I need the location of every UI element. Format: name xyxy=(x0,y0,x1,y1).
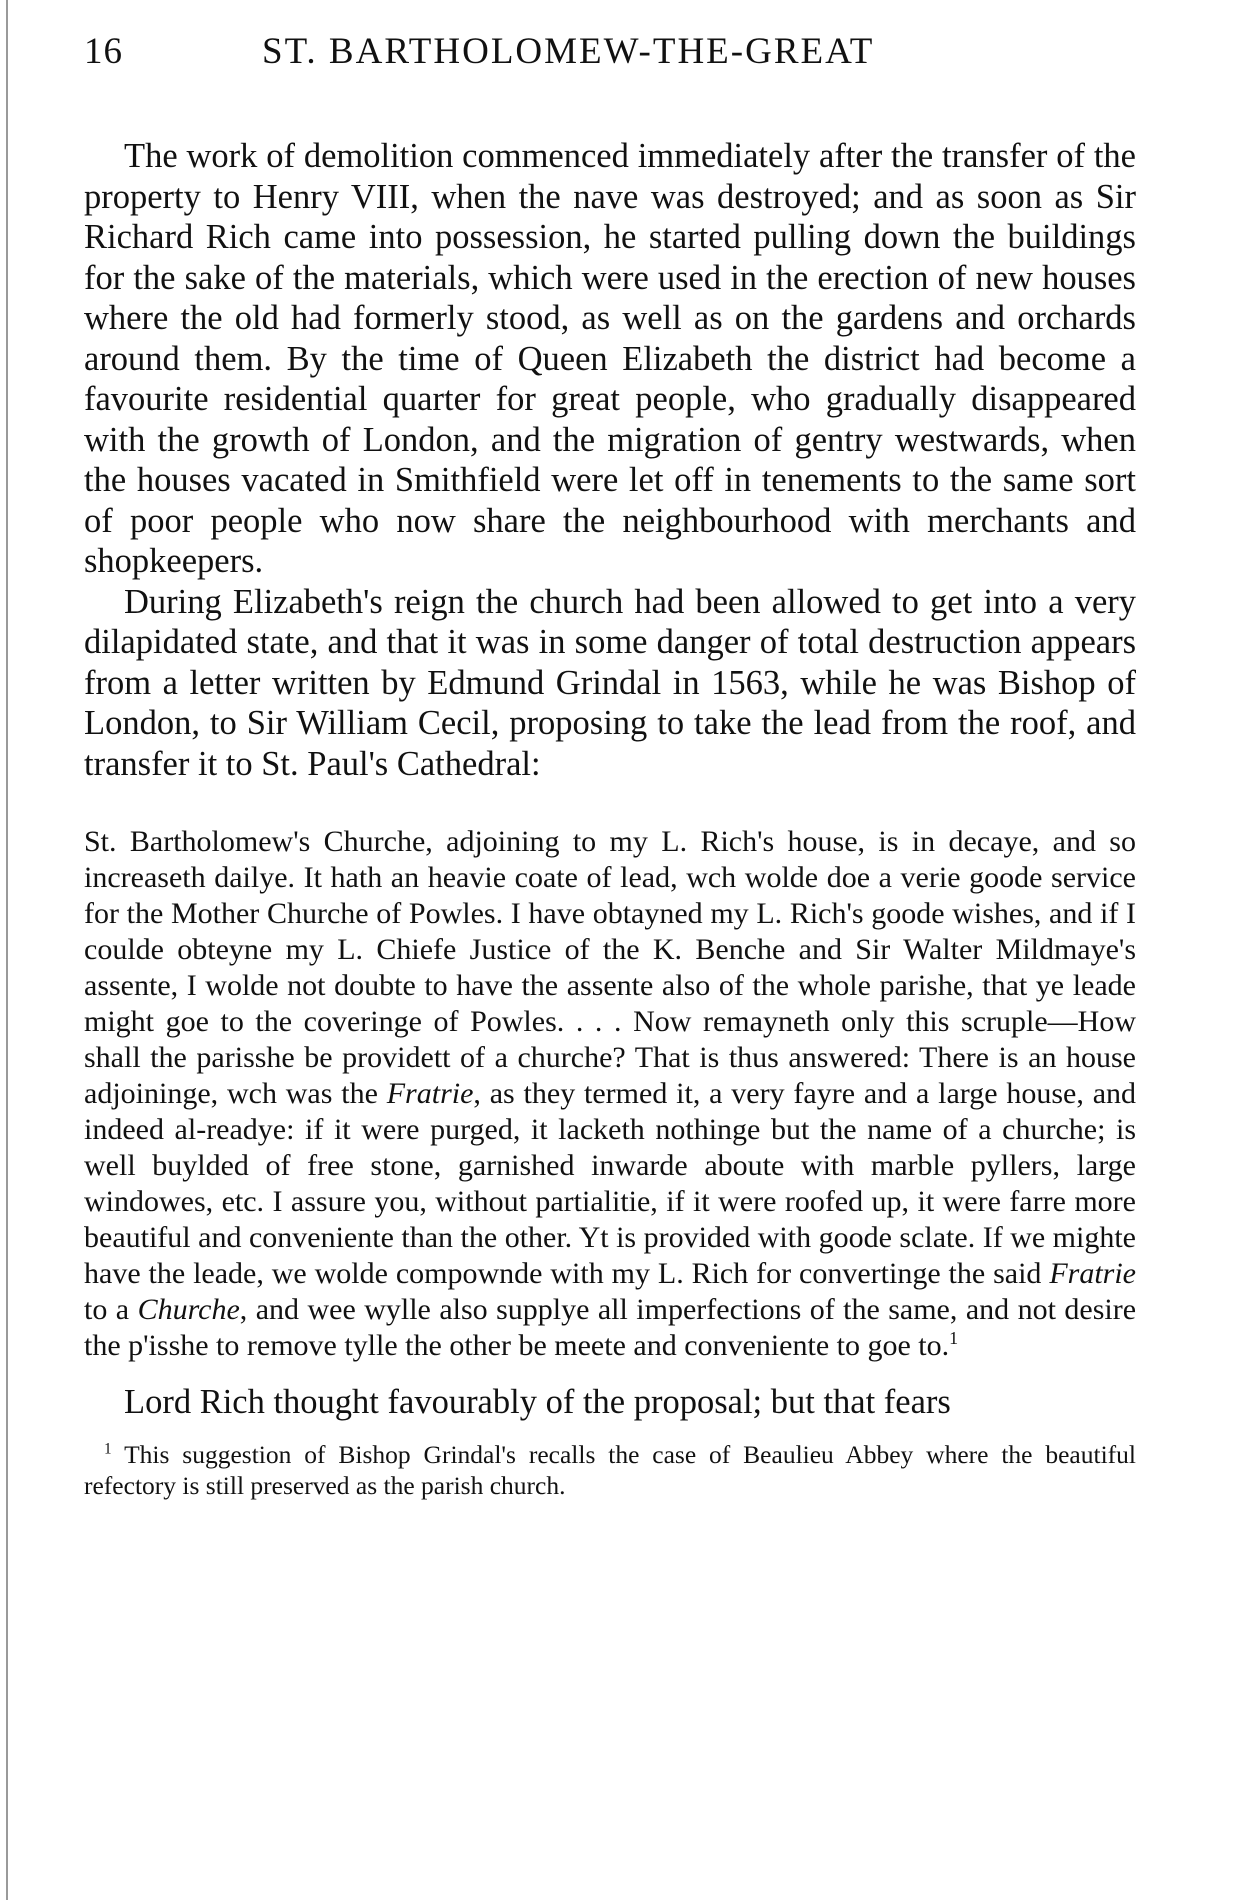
paragraph-demolition: The work of demolition commenced immediately after the transfer of the property to Henry VIII, when the nave was destroyed; and as soon as Sir Richard Rich came into possession, he started pulling down the buildings for the sake of the materials, which were used in the erection of new houses where the old had formerly stood, as well as on the gardens and orchards around them. By the time of Queen Elizabeth the district had become a favourite residential quarter for great people, who gradually disappeared with the growth of London, and the migration of gentry westwards, when the houses vacated in Smithfield were let off in tenements to the same sort of poor people who now share the neighbourhood with merchants and shopkeepers. xyxy=(84,137,1136,580)
quote-text-2: , as they termed it, a very fayre and a large house, and indeed al-readye: if it were purged, it lacketh nothinge but the name of a churche; is well buylded of free stone, garnished inwarde aboute with marble pyllers, large windowes, etc. I assure you, without partialitie, if it were roofed up, it were farre more beautiful and conveniente than the other. Yt is provided with goode sclate. If we mighte have the leade, we wolde compownde with my L. Rich for convertinge the said xyxy=(84,1077,1137,1290)
footnote-reference: 1 xyxy=(949,1328,959,1348)
quote-text-3: to a xyxy=(84,1293,138,1326)
quote-text-1: St. Bartholomew's Churche, adjoining to my L. Rich's house, is in decaye, and so increaseth dailye. It hath an heavie coate of lead, wch wolde doe a verie goode service for the Mother Churche of Powles. I have obtayned my L. Rich's goode wishes, and if I coulde obteyne my L. Chiefe Justice of the K. Benche and Sir Walter Mildmaye's assente, I wolde not doubte to have the assente also of the whole parishe, that ye leade might goe to the coveringe of Powles. . . . Now remayneth only this scruple—How shall the parisshe be providett of a churche? That is thus answered: There is an house adjoininge, wch was the xyxy=(84,825,1136,1110)
page-edge-line xyxy=(6,0,8,1900)
quote-italic-fratrie-1: Fratrie xyxy=(386,1077,474,1110)
running-title: ST. BARTHOLOMEW-THE-GREAT xyxy=(262,31,875,72)
grindal-letter-quote xyxy=(84,824,1136,1364)
quote-italic-churche: Churche xyxy=(137,1293,240,1326)
quote-italic-fratrie-2: Fratrie xyxy=(1049,1257,1136,1290)
page-header xyxy=(84,30,1136,78)
book-page xyxy=(84,30,1136,1526)
footnote-marker: 1 xyxy=(104,1440,112,1457)
footnote xyxy=(84,1439,1136,1501)
paragraph-elizabeth-reign: During Elizabeth's reign the church had been allowed to get into a very dilapidated state, and that it was in some danger of total destruction appears from a letter written by Edmund Grindal in 1563, while he was Bishop of London, to Sir William Cecil, proposing to take the lead from the roof, and transfer it to St. Paul's Cathedral: xyxy=(84,582,1136,783)
paragraph-lord-rich: Lord Rich thought favourably of the proposal; but that fears xyxy=(124,1383,951,1421)
quote-text-4: , and wee wylle also supplye all imperfections of the same, and not desire the p'isshe to remove tylle the other be meete and conveniente to goe to. xyxy=(84,1293,1137,1362)
footnote-text: This suggestion of Bishop Grindal's recalls the case of Beaulieu Abbey where the beautiful refectory is still preserved as the parish church. xyxy=(84,1439,1136,1500)
page-number: 16 xyxy=(84,31,123,72)
